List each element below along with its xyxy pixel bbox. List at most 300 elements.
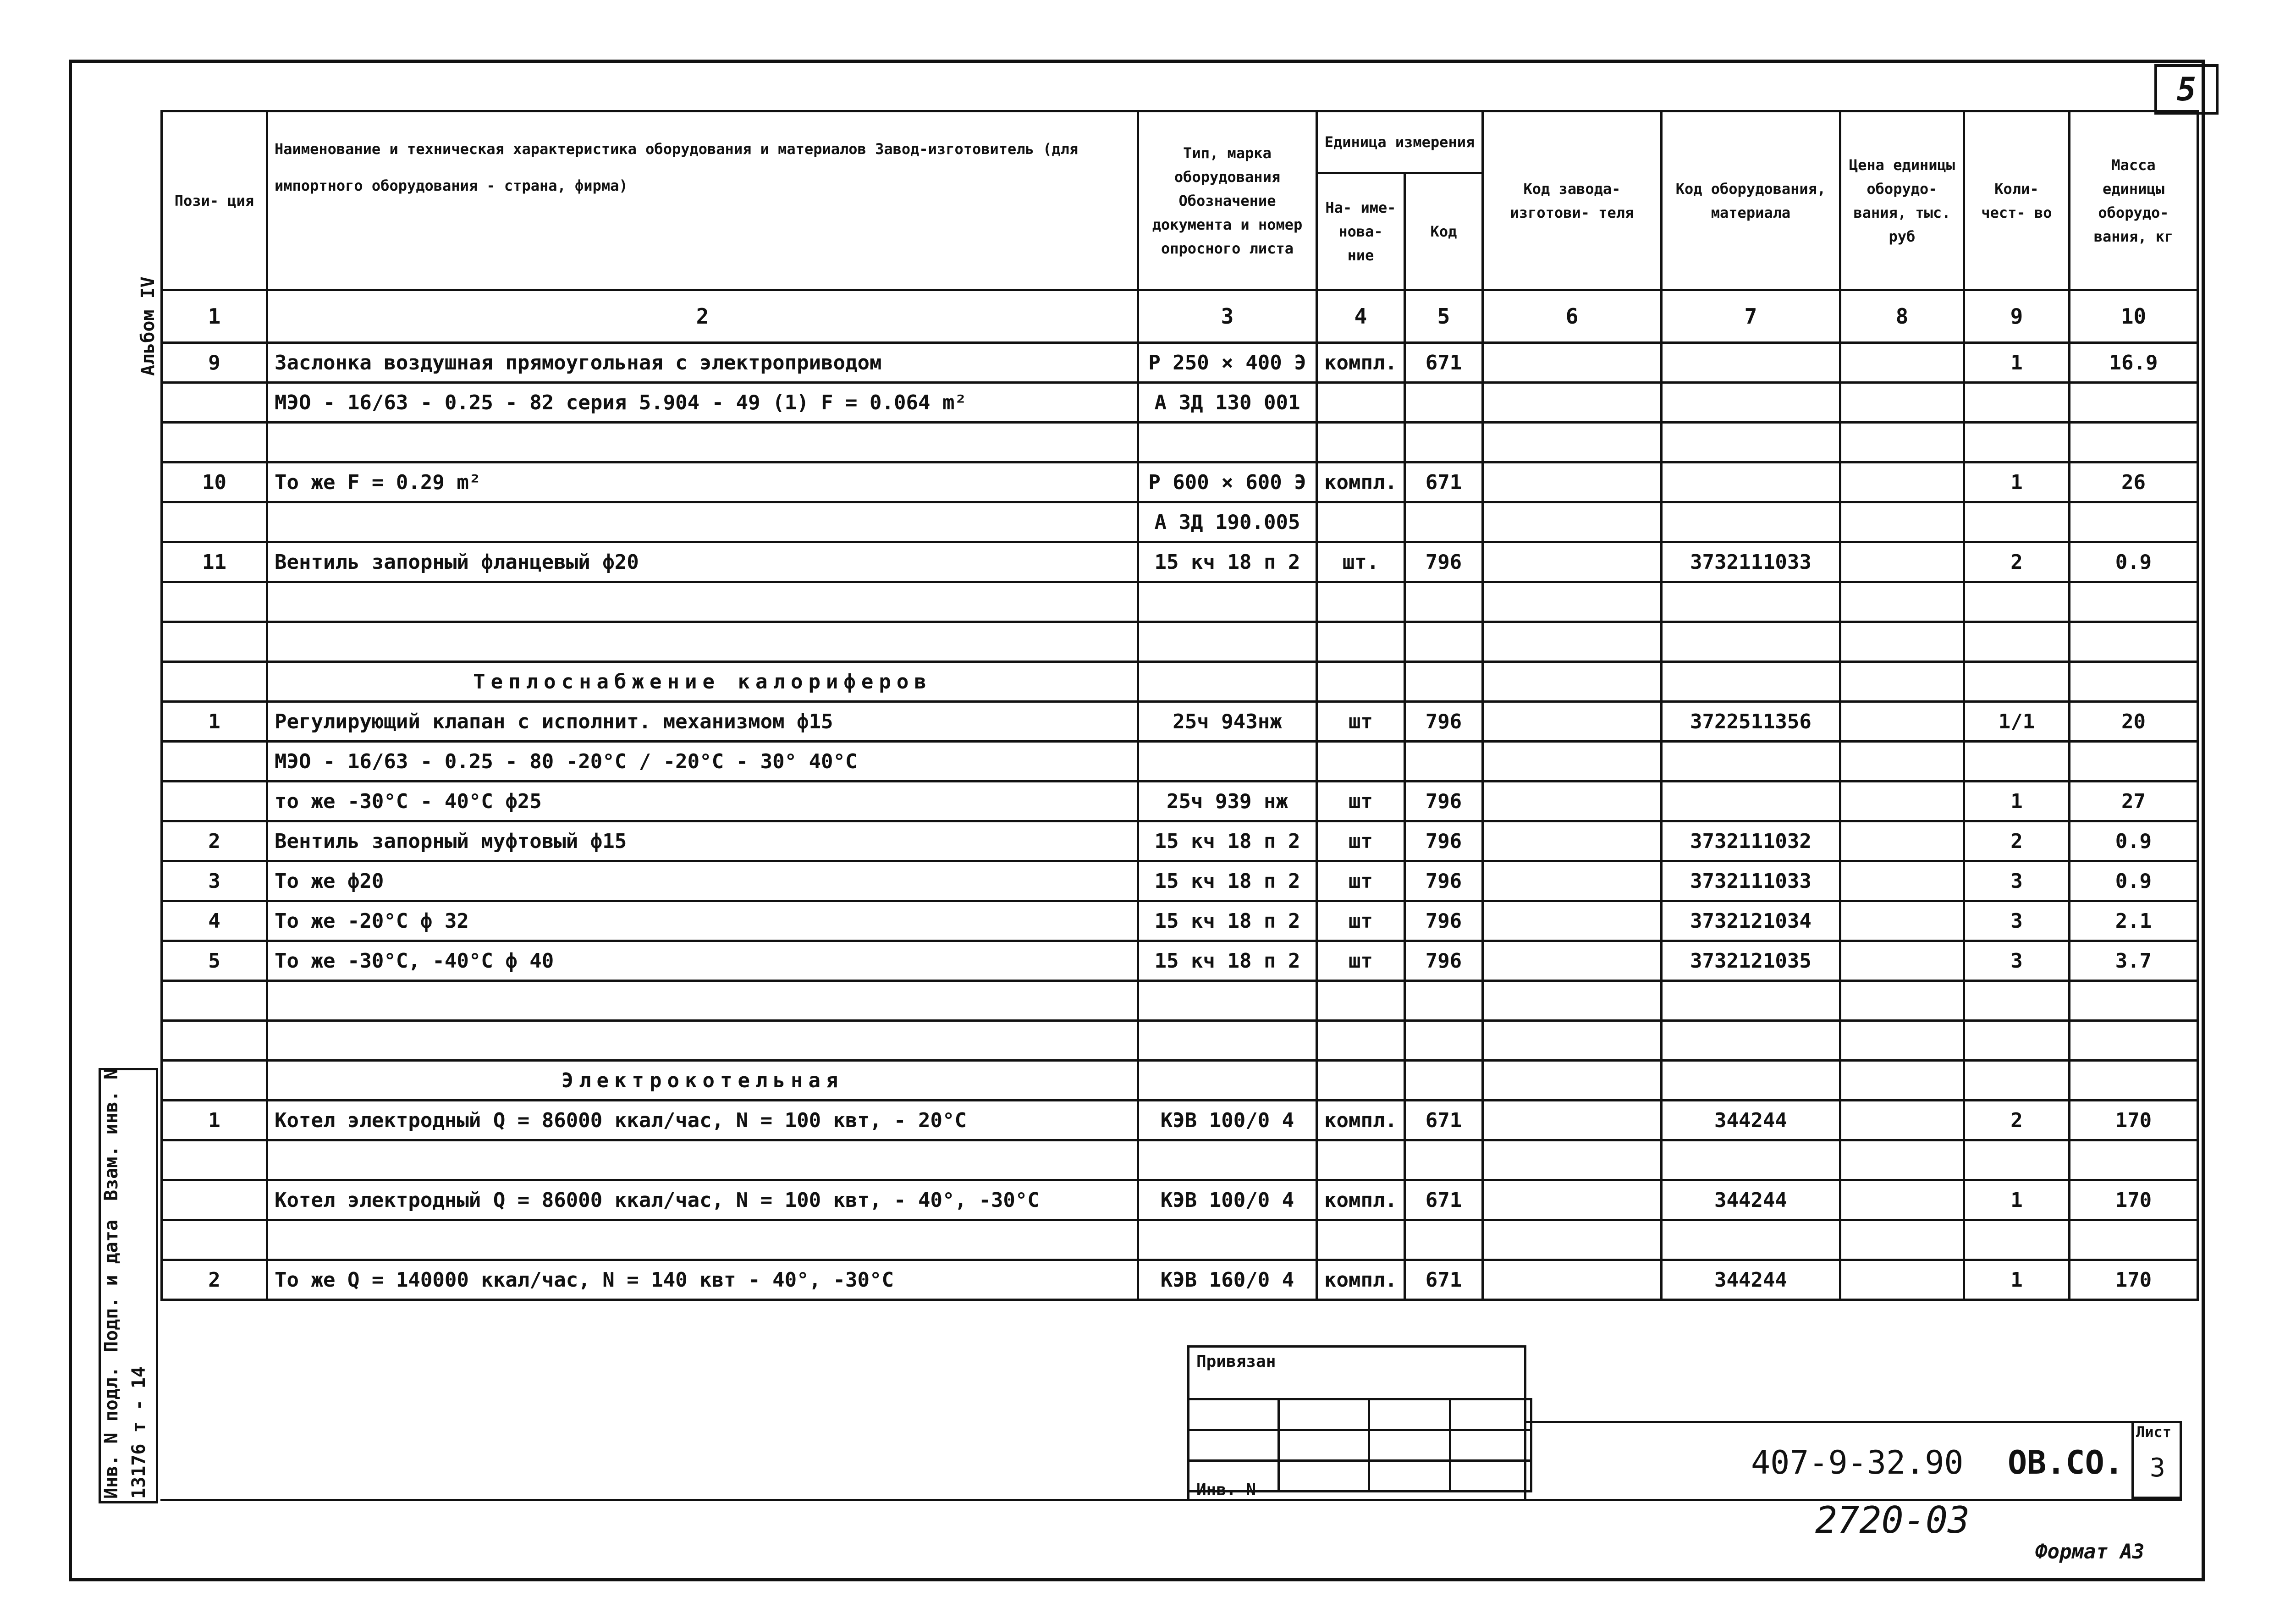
table-cell: То же ф20 [267,861,1138,901]
table-cell [1482,1101,1661,1140]
table-cell [1840,981,1964,1021]
replace-inv-label: Взам. инв. N [101,1068,122,1201]
table-row [162,861,2198,901]
sheet-label: Лист [2136,1423,2172,1441]
table-cell: КЭВ 160/0 4 [1138,1260,1317,1300]
table-cell [162,782,267,821]
table-cell [1482,742,1661,782]
table-cell [1404,502,1482,542]
table-cell [162,742,267,782]
table-cell: 671 [1404,462,1482,502]
table-cell: компл. [1317,1260,1405,1300]
table-cell: 2 [1964,821,2069,861]
table-cell: компл. [1317,1180,1405,1220]
table-cell [1661,1220,1840,1260]
table-cell [162,1061,267,1101]
table-cell [1661,502,1840,542]
table-cell: 796 [1404,821,1482,861]
table-row [162,782,2198,821]
page-number: 5 [2154,64,2219,115]
table-cell [162,662,267,702]
table-cell [1404,582,1482,622]
table-cell [1482,462,1661,502]
table-cell [2069,423,2197,462]
stamp-grid [1187,1398,1532,1492]
col-num: 4 [1317,290,1405,343]
table-cell: Электрокотельная [267,1061,1138,1101]
table-cell [2069,1140,2197,1180]
table-cell: То же Q = 140000 ккал/час, N = 140 квт - 40°, -30°С [267,1260,1138,1300]
table-cell: компл. [1317,462,1405,502]
table-cell [1138,662,1317,702]
table-cell [1482,1180,1661,1220]
table-cell: 1 [1964,1180,2069,1220]
table-cell [1964,742,2069,782]
table-cell [1404,662,1482,702]
table-cell [2069,1021,2197,1061]
table-cell [1840,462,1964,502]
table-cell [1404,1140,1482,1180]
table-cell [1964,1140,2069,1180]
table-cell [1317,742,1405,782]
col-num: 7 [1661,290,1840,343]
table-cell [1661,423,1840,462]
table-cell [1482,582,1661,622]
table-row [162,1140,2198,1180]
table-row [162,383,2198,423]
table-cell [162,622,267,662]
table-cell: 170 [2069,1101,2197,1140]
header-quantity: Коли- чест- во [1964,111,2069,290]
header-type: Тип, марка оборудования Обозначение документа и номер опросного листа [1138,111,1317,290]
stamp-linked-label: Привязан [1196,1352,1276,1371]
table-cell: Котел электродный Q = 86000 ккал/час, N = 100 квт, - 20°С [267,1101,1138,1140]
table-cell [1482,782,1661,821]
table-row [162,662,2198,702]
inv-value: 13176 т - 14 [128,1366,149,1499]
table-cell: 2.1 [2069,901,2197,941]
table-cell [1482,343,1661,383]
table-cell: 170 [2069,1260,2197,1300]
table-cell: компл. [1317,343,1405,383]
table-cell [1317,383,1405,423]
table-cell: 1 [1964,343,2069,383]
table-cell [267,423,1138,462]
table-cell: 671 [1404,1260,1482,1300]
table-cell [1138,1021,1317,1061]
table-cell: 3.7 [2069,941,2197,981]
table-cell: 0.9 [2069,861,2197,901]
table-cell [1964,981,2069,1021]
table-cell [1840,1220,1964,1260]
table-cell [1482,622,1661,662]
table-cell: 796 [1404,542,1482,582]
table-cell [2069,981,2197,1021]
table-cell: 3732111032 [1661,821,1840,861]
table-cell: шт [1317,821,1405,861]
table-cell: 4 [162,901,267,941]
table-cell [1138,1140,1317,1180]
table-cell [1404,1061,1482,1101]
table-cell [1138,1061,1317,1101]
table-cell [1317,662,1405,702]
table-cell [1840,821,1964,861]
table-cell [2069,502,2197,542]
table-cell: 2 [1964,1101,2069,1140]
table-cell: 3 [162,861,267,901]
document-code: 407-9-32.90 [1751,1444,1964,1481]
table-cell: 344244 [1661,1260,1840,1300]
header-unit-name: На- име- нова- ние [1317,173,1405,290]
inv-label: Инв. N подл. [101,1366,122,1499]
table-cell: 796 [1404,941,1482,981]
col-num: 9 [1964,290,2069,343]
table-cell: 3 [1964,901,2069,941]
table-cell [162,1021,267,1061]
table-cell: Теплоснабжение калориферов [267,662,1138,702]
table-cell: 3732121034 [1661,901,1840,941]
table-cell [162,1140,267,1180]
table-cell [1840,1101,1964,1140]
table-cell [1138,742,1317,782]
table-cell: шт [1317,702,1405,742]
table-cell: 2 [162,1260,267,1300]
table-cell [1482,981,1661,1021]
table-cell [1138,1220,1317,1260]
table-cell: 671 [1404,1101,1482,1140]
table-cell [1482,423,1661,462]
table-cell [1482,1061,1661,1101]
table-cell: Р 600 × 600 Э [1138,462,1317,502]
table-cell [1661,462,1840,502]
table-cell [1840,383,1964,423]
table-cell: 0.9 [2069,821,2197,861]
table-cell: 796 [1404,861,1482,901]
table-cell: шт [1317,901,1405,941]
table-cell: 15 кч 18 п 2 [1138,901,1317,941]
table-cell: МЭО - 16/63 - 0.25 - 82 серия 5.904 - 49 (1) F = 0.064 m² [267,383,1138,423]
table-cell [1317,622,1405,662]
table-cell [1840,662,1964,702]
table-row [162,1260,2198,1300]
table-cell: 10 [162,462,267,502]
table-row [162,821,2198,861]
table-cell [1317,502,1405,542]
table-cell [1661,1140,1840,1180]
table-cell: 1 [162,1101,267,1140]
table-cell: 170 [2069,1180,2197,1220]
col-num: 10 [2069,290,2197,343]
table-cell [1661,582,1840,622]
stamp-inv-label: Инв. N [1196,1481,1256,1499]
table-row [162,1061,2198,1101]
table-cell [1661,742,1840,782]
table-cell [1482,662,1661,702]
header-unit: Единица измерения [1317,111,1483,173]
table-cell [1661,343,1840,383]
table-cell [1404,1220,1482,1260]
table-cell [1482,542,1661,582]
table-row [162,742,2198,782]
table-cell: 1 [1964,782,2069,821]
sheet-number: 3 [2150,1453,2165,1483]
table-cell [1840,941,1964,981]
table-cell [1964,1021,2069,1061]
table-cell: То же -30°С, -40°С ф 40 [267,941,1138,981]
table-cell [162,1180,267,1220]
table-cell [267,1220,1138,1260]
table-cell: 796 [1404,702,1482,742]
col-num: 6 [1482,290,1661,343]
table-cell [1840,542,1964,582]
table-cell: То же F = 0.29 m² [267,462,1138,502]
table-cell [1482,502,1661,542]
table-cell [1404,383,1482,423]
table-cell [2069,742,2197,782]
table-cell: 3 [1964,941,2069,981]
sign-date-label: Подп. и дата [101,1220,122,1352]
table-cell [1317,1220,1405,1260]
table-cell: 25ч 943нж [1138,702,1317,742]
table-row [162,1021,2198,1061]
table-cell [267,1140,1138,1180]
table-cell [267,582,1138,622]
table-cell [2069,1061,2197,1101]
table-cell [1840,1180,1964,1220]
table-cell [1317,423,1405,462]
table-cell [1661,981,1840,1021]
table-cell [1482,1140,1661,1180]
table-cell: Регулирующий клапан с исполнит. механизмом ф15 [267,702,1138,742]
table-cell [1317,1061,1405,1101]
document-suffix: ОВ.СО. [2008,1444,2124,1481]
table-cell [1404,981,1482,1021]
table-cell [1840,702,1964,742]
col-num: 5 [1404,290,1482,343]
table-cell: 15 кч 18 п 2 [1138,542,1317,582]
table-cell [1840,1021,1964,1061]
table-cell [1661,782,1840,821]
table-cell [1138,423,1317,462]
table-cell [1964,582,2069,622]
table-cell: 9 [162,343,267,383]
table-cell [1840,423,1964,462]
table-cell: Р 250 × 400 Э [1138,343,1317,383]
table-cell [2069,383,2197,423]
table-cell [1482,941,1661,981]
header-mass: Масса единицы оборудо- вания, кг [2069,111,2197,290]
table-cell [1138,622,1317,662]
table-cell: 1 [1964,1260,2069,1300]
header-price: Цена единицы оборудо- вания, тыс. руб [1840,111,1964,290]
table-row [162,1101,2198,1140]
table-cell: КЭВ 100/0 4 [1138,1180,1317,1220]
table-cell [1964,662,2069,702]
table-cell: шт. [1317,542,1405,582]
table-row [162,582,2198,622]
table-cell: 1 [162,702,267,742]
table-cell: 671 [1404,343,1482,383]
table-cell [2069,582,2197,622]
table-cell [1482,1260,1661,1300]
table-cell [1138,981,1317,1021]
table-cell: 796 [1404,782,1482,821]
table-cell: КЭВ 100/0 4 [1138,1101,1317,1140]
table-cell: 26 [2069,462,2197,502]
specification-table [160,110,2199,1301]
header-name: Наименование и техническая характеристика оборудования и материалов Завод-изготовитель (для импортного оборудования - страна, фирма) [267,111,1138,290]
col-num: 3 [1138,290,1317,343]
table-row [162,622,2198,662]
table-cell [162,502,267,542]
table-cell [267,502,1138,542]
table-row [162,702,2198,742]
table-cell: Заслонка воздушная прямоугольная с электроприводом [267,343,1138,383]
table-cell [1404,742,1482,782]
table-cell [1840,343,1964,383]
table-cell [1840,742,1964,782]
table-cell: 1 [1964,462,2069,502]
table-cell: Котел электродный Q = 86000 ккал/час, N = 100 квт, - 40°, -30°С [267,1180,1138,1220]
col-num: 1 [162,290,267,343]
table-cell: шт [1317,782,1405,821]
table-cell [1840,782,1964,821]
table-cell: 15 кч 18 п 2 [1138,941,1317,981]
table-cell [1964,1220,2069,1260]
table-cell [162,423,267,462]
table-cell: 20 [2069,702,2197,742]
col-num: 2 [267,290,1138,343]
table-cell [1661,1061,1840,1101]
table-cell [2069,1220,2197,1260]
table-cell: 671 [1404,1180,1482,1220]
table-cell [1964,1061,2069,1101]
table-cell: компл. [1317,1101,1405,1140]
column-number-row [162,290,2198,343]
table-cell: 2 [1964,542,2069,582]
table-cell [1840,622,1964,662]
album-label: Альбом IV [138,276,159,376]
table-cell [1840,901,1964,941]
table-cell: то же -30°С - 40°С ф25 [267,782,1138,821]
table-cell [1840,1140,1964,1180]
table-cell [2069,622,2197,662]
table-cell: 27 [2069,782,2197,821]
table-cell: 796 [1404,901,1482,941]
table-cell [1840,1260,1964,1300]
table-row [162,423,2198,462]
table-cell [1482,861,1661,901]
table-row [162,462,2198,502]
title-block-line [1526,1421,2182,1423]
table-row [162,542,2198,582]
table-cell [1661,383,1840,423]
table-row [162,343,2198,383]
table-cell [1482,821,1661,861]
table-cell [267,622,1138,662]
table-cell: 344244 [1661,1180,1840,1220]
table-cell: 1/1 [1964,702,2069,742]
table-cell: 15 кч 18 п 2 [1138,861,1317,901]
table-cell [1317,582,1405,622]
table-cell [1317,1140,1405,1180]
table-cell [1840,861,1964,901]
table-cell [1661,1021,1840,1061]
table-cell [1138,582,1317,622]
table-cell: А ЗД 130 001 [1138,383,1317,423]
table-cell [1964,502,2069,542]
table-cell [1317,1021,1405,1061]
table-cell [162,981,267,1021]
table-cell [1661,662,1840,702]
table-cell: Вентиль запорный фланцевый ф20 [267,542,1138,582]
table-cell [162,383,267,423]
table-cell [1482,1220,1661,1260]
col-num: 8 [1840,290,1964,343]
table-cell: 3 [1964,861,2069,901]
table-cell [1964,622,2069,662]
table-cell [267,981,1138,1021]
table-cell [1404,1021,1482,1061]
table-cell [1482,1021,1661,1061]
table-cell [1482,901,1661,941]
table-cell: 25ч 939 нж [1138,782,1317,821]
table-cell: А ЗД 190.005 [1138,502,1317,542]
table-cell: шт [1317,941,1405,981]
table-cell: 15 кч 18 п 2 [1138,821,1317,861]
table-cell [1661,622,1840,662]
table-row [162,1220,2198,1260]
table-cell [1404,622,1482,662]
table-row [162,1180,2198,1220]
table-cell: 3732111033 [1661,542,1840,582]
header-plant-code: Код завода- изготови- теля [1482,111,1661,290]
table-cell: Вентиль запорный муфтовый ф15 [267,821,1138,861]
table-row [162,941,2198,981]
table-row [162,901,2198,941]
table-cell: 0.9 [2069,542,2197,582]
table-cell: 344244 [1661,1101,1840,1140]
table-cell: 16.9 [2069,343,2197,383]
table-cell [1404,423,1482,462]
table-cell [1482,702,1661,742]
table-cell: 5 [162,941,267,981]
table-cell: 3722511356 [1661,702,1840,742]
table-cell [1964,383,2069,423]
table-cell [1317,981,1405,1021]
table-cell [162,1220,267,1260]
header-unit-code: Код [1404,173,1482,290]
header-material-code: Код оборудования, материала [1661,111,1840,290]
table-cell: шт [1317,861,1405,901]
table-cell [1840,502,1964,542]
table-cell [162,582,267,622]
handwritten-number: 2720-03 [1815,1499,1970,1541]
table-cell [2069,662,2197,702]
header-position: Пози- ция [162,111,267,290]
table-cell [1482,383,1661,423]
table-row [162,502,2198,542]
table-cell: 3732111033 [1661,861,1840,901]
table-cell: МЭО - 16/63 - 0.25 - 80 -20°С / -20°С - 30° 40°С [267,742,1138,782]
table-cell: 3732121035 [1661,941,1840,981]
table-row [162,981,2198,1021]
table-cell [1840,1061,1964,1101]
table-cell [267,1021,1138,1061]
table-cell: 11 [162,542,267,582]
table-cell: То же -20°С ф 32 [267,901,1138,941]
table-cell: 2 [162,821,267,861]
